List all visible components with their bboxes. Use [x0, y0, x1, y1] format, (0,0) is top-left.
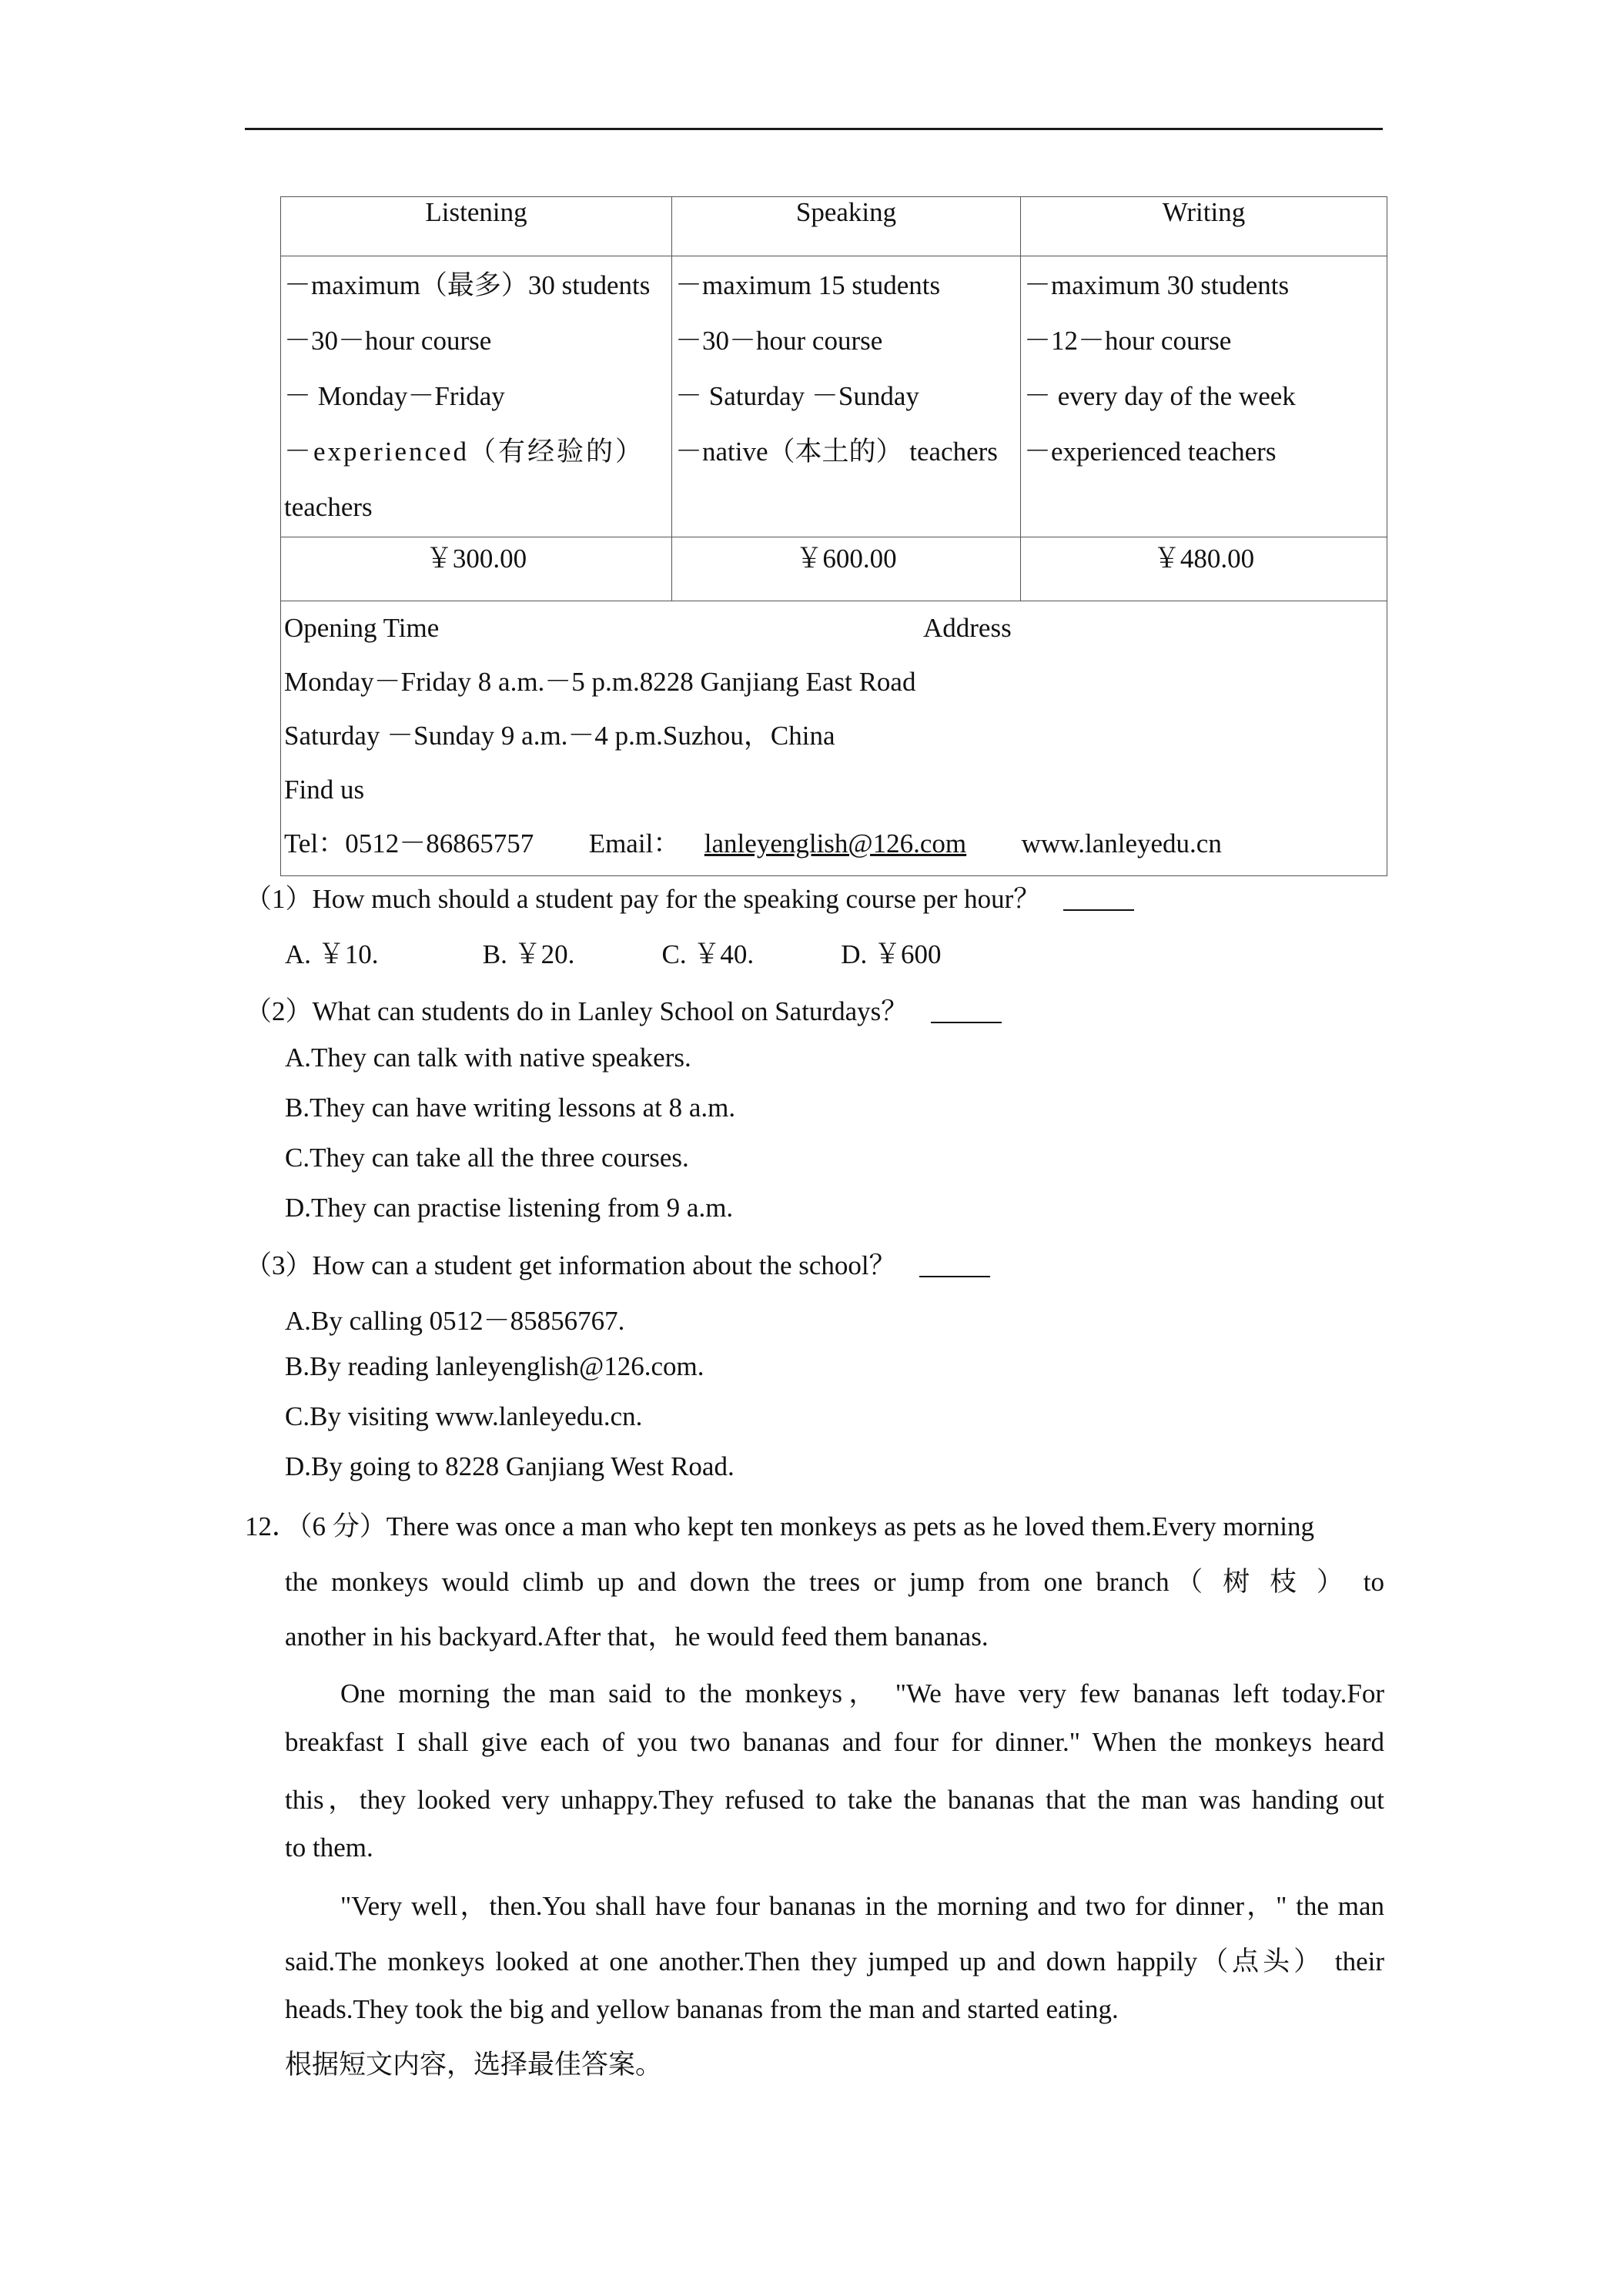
question-1-options [285, 933, 942, 972]
school-info [281, 601, 1387, 876]
listening-feature: －maximum（最多）30 students [284, 270, 651, 300]
page-header-rule [245, 128, 1383, 130]
question-stem: （1）How much should a student pay for the speaking course per hour？ [245, 884, 1041, 914]
passage-line: this，they looked very unhappy.They refused to take the bananas that the man was handing out [285, 1785, 1384, 1815]
speaking-feature: －native（本土的） teachers [675, 437, 998, 467]
price-speaking: ￥600.00 [672, 537, 1021, 601]
website-link[interactable]: www.lanleyedu.cn [1021, 828, 1222, 858]
option[interactable]: C.They can take all the three courses. [285, 1143, 689, 1173]
writing-feature: －maximum 30 students [1024, 270, 1290, 300]
option[interactable]: B.They can have writing lessons at 8 a.m. [285, 1093, 736, 1123]
answer-blank[interactable] [931, 999, 1002, 1023]
option[interactable]: A.By calling 0512－85856767. [285, 1306, 625, 1336]
option[interactable]: D. ￥600 [841, 939, 942, 969]
header-listening: Listening [281, 197, 672, 256]
passage-line: heads.They took the big and yellow bananas from the man and started eating. [285, 1994, 1119, 2024]
question-2 [245, 990, 1002, 1029]
passage-line: One morning the man said to the monkeys， "We have very few bananas left today.For [340, 1678, 1384, 1709]
passage-line: breakfast I shall give each of you two bananas and four for dinner." When the monkeys heard [285, 1727, 1384, 1757]
speaking-feature: － Saturday －Sunday [675, 381, 919, 411]
contact-row [284, 817, 1387, 871]
weekday-hours: Monday－Friday 8 a.m.－5 p.m.8228 Ganjiang East Road [284, 667, 916, 697]
writing-feature: －experienced teachers [1024, 437, 1277, 467]
price-listening: ￥300.00 [281, 537, 672, 601]
question-stem: （3）How can a student get information about the school？ [245, 1250, 896, 1280]
passage-line: the monkeys would climb up and down the trees or jump from one branch（ 树 枝 ） to [285, 1567, 1384, 1597]
option[interactable]: B. ￥20. [482, 939, 575, 969]
option[interactable]: A. ￥10. [285, 939, 379, 969]
speaking-features [672, 256, 1021, 537]
listening-feature: teachers [284, 492, 373, 522]
option[interactable]: C.By visiting www.lanleyedu.cn. [285, 1401, 643, 1431]
passage-line: to them. [285, 1832, 373, 1863]
writing-features [1021, 256, 1387, 537]
header-speaking: Speaking [672, 197, 1021, 256]
email-link[interactable]: lanleyenglish@126.com [704, 828, 967, 858]
option[interactable]: B.By reading lanleyenglish@126.com. [285, 1351, 704, 1381]
passage-line: said.The monkeys looked at one another.Then they jumped up and down happily（点头） their [285, 1946, 1384, 1976]
listening-features [281, 256, 672, 537]
instruction: 根据短文内容，选择最佳答案。 [285, 2050, 663, 2080]
option[interactable]: C. ￥40. [661, 939, 755, 969]
writing-feature: －12－hour course [1024, 326, 1232, 356]
answer-blank[interactable] [919, 1253, 990, 1277]
weekend-hours: Saturday －Sunday 9 a.m.－4 p.m.Suzhou，China [284, 721, 835, 751]
option[interactable]: D.By going to 8228 Ganjiang West Road. [285, 1451, 735, 1481]
question-1 [245, 878, 1134, 916]
table-features-row [281, 256, 1387, 537]
email-label: Email： [588, 828, 681, 858]
question-number: 12．（6 分） [245, 1511, 387, 1541]
listening-feature: －30－hour course [284, 326, 492, 356]
table-price-row [281, 537, 1387, 601]
question-3 [245, 1244, 990, 1283]
speaking-feature: －30－hour course [675, 326, 883, 356]
option[interactable]: A.They can talk with native speakers. [285, 1043, 691, 1073]
answer-blank[interactable] [1063, 886, 1134, 911]
passage-first-line [245, 1505, 1384, 1544]
table-info-row [281, 601, 1387, 876]
table-header-row [281, 197, 1387, 256]
listening-feature: －experienced（有经验的） [284, 437, 645, 467]
listening-feature: － Monday－Friday [284, 381, 505, 411]
passage-line: another in his backyard.After that，he would feed them bananas. [285, 1622, 989, 1652]
header-writing: Writing [1021, 197, 1387, 256]
passage-line: "Very well，then.You shall have four bananas in the morning and two for dinner，" the man [340, 1891, 1384, 1921]
address-label: Address [923, 613, 1012, 643]
option[interactable]: D.They can practise listening from 9 a.m. [285, 1193, 734, 1223]
question-stem: （2）What can students do in Lanley School on Saturdays？ [245, 996, 909, 1026]
course-table [280, 196, 1387, 876]
writing-feature: － every day of the week [1024, 381, 1296, 411]
price-writing: ￥480.00 [1021, 537, 1387, 601]
telephone: Tel：0512－86865757 [284, 828, 534, 858]
opening-time-label: Opening Time [284, 613, 440, 643]
passage-line: There was once a man who kept ten monkeys as pets as he loved them.Every morning [386, 1511, 1314, 1541]
find-us-label: Find us [284, 775, 365, 805]
speaking-feature: －maximum 15 students [675, 270, 941, 300]
